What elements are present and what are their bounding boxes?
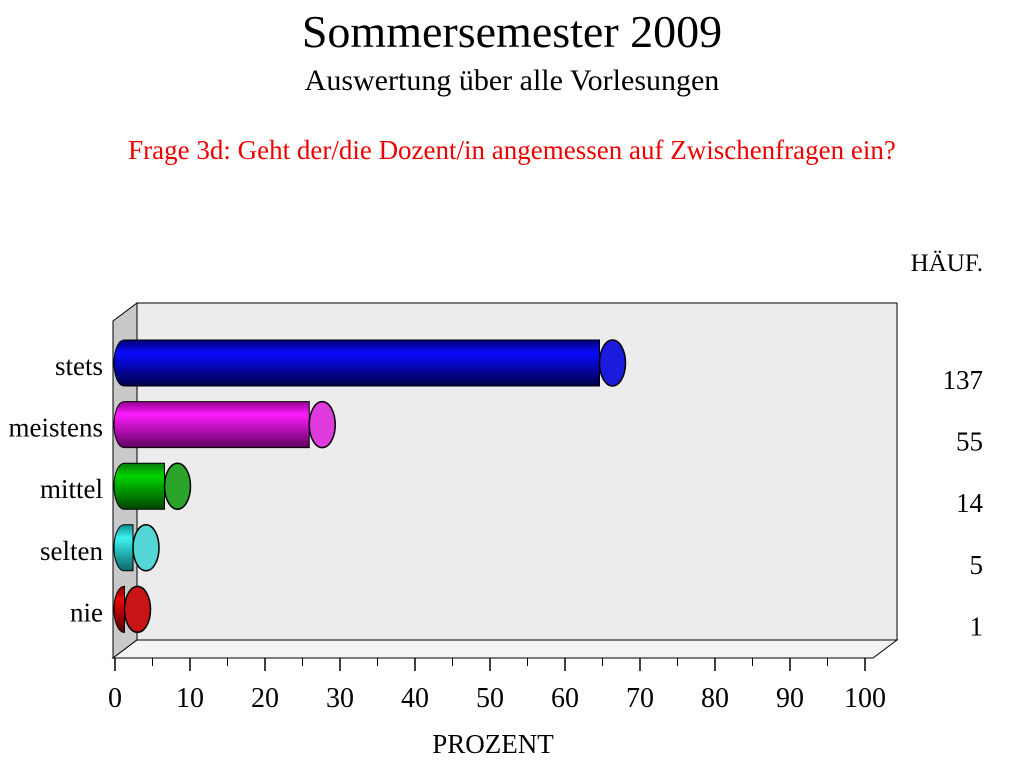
x-tick-label-100: 100 — [844, 683, 886, 714]
bar-cap-meistens — [309, 402, 335, 448]
frequency-value-nie: 1 — [969, 611, 983, 642]
category-label-selten: selten — [40, 535, 103, 566]
x-tick-label-10: 10 — [176, 683, 204, 714]
x-axis-title: PROZENT — [432, 729, 554, 759]
bar-cap-nie — [125, 586, 151, 632]
frequency-value-selten: 5 — [969, 549, 983, 580]
category-label-stets: stets — [54, 351, 103, 381]
bar-body-mittel — [114, 463, 165, 509]
x-tick-label-60: 60 — [551, 683, 579, 714]
frequency-value-stets: 137 — [942, 365, 983, 395]
bar-cap-mittel — [165, 463, 191, 509]
category-axis-labels — [9, 351, 104, 627]
plot-floor — [113, 640, 897, 658]
bar-body-stets — [114, 340, 600, 386]
frequency-value-meistens: 55 — [956, 426, 983, 457]
bar-body-selten — [114, 525, 133, 571]
x-tick-label-80: 80 — [701, 683, 729, 714]
page-title: Sommersemester 2009 — [301, 6, 723, 57]
frequency-column — [943, 365, 984, 641]
category-label-nie: nie — [70, 597, 103, 628]
question-text: Frage 3d: Geht der/die Dozent/in angemessen auf Zwischenfragen ein? — [128, 135, 896, 165]
category-label-meistens: meistens — [8, 412, 103, 443]
x-axis — [108, 658, 886, 714]
bar-body-meistens — [114, 402, 309, 448]
x-tick-label-50: 50 — [476, 683, 504, 714]
bar-cap-selten — [133, 525, 159, 571]
category-label-mittel: mittel — [40, 474, 103, 505]
frequency-column-header: HÄUF. — [910, 250, 983, 277]
bar-cap-stets — [600, 340, 626, 386]
x-tick-label-30: 30 — [326, 683, 354, 714]
frequency-value-mittel: 14 — [956, 488, 983, 519]
x-tick-label-90: 90 — [776, 683, 804, 714]
bar-chart — [0, 240, 1024, 768]
x-tick-label-20: 20 — [251, 683, 279, 714]
page-subtitle: Auswertung über alle Vorlesungen — [304, 64, 720, 97]
x-tick-label-0: 0 — [108, 683, 122, 714]
x-tick-label-70: 70 — [626, 683, 654, 714]
x-tick-label-40: 40 — [401, 683, 429, 714]
